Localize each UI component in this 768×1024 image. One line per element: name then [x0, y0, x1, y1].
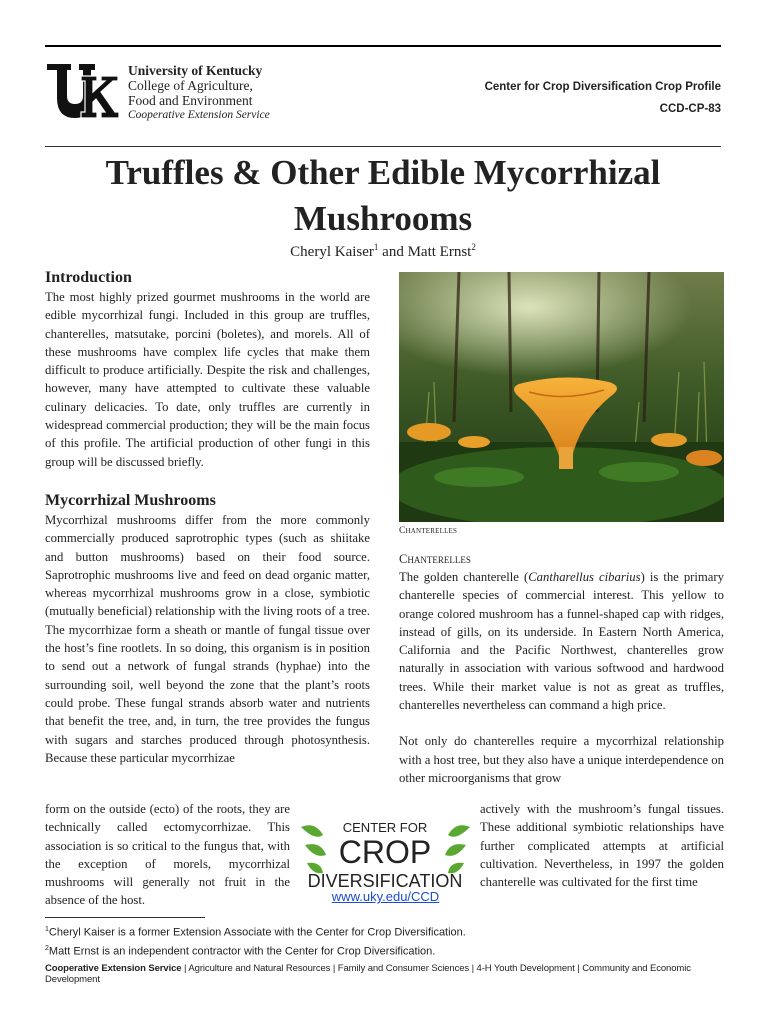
- footer-org: Cooperative Extension Service: [45, 963, 182, 974]
- authors: [45, 242, 721, 261]
- footer-programs: | Agriculture and Natural Resources | Family and Consumer Sciences | 4-H Youth Development | Community and Economic Development: [45, 963, 691, 985]
- ccd-line-2: CROP: [338, 834, 432, 870]
- uk-logo: [45, 62, 120, 122]
- page-footer: [45, 963, 721, 985]
- org-name: [128, 63, 270, 123]
- left-wrap-text: [45, 800, 290, 910]
- footnote-1-mark: 1: [45, 926, 49, 933]
- right-column: [399, 550, 724, 787]
- intro-heading: Introduction: [45, 269, 132, 286]
- top-rule: [45, 45, 721, 47]
- footnote-2-text: Matt Ernst is an independent contractor with the Center for Crop Diversification.: [48, 945, 436, 958]
- footnote-rule: [45, 917, 205, 918]
- author-joiner: and: [378, 244, 408, 260]
- footnote-1-text: Cheryl Kaiser is a former Extension Associate with the Center for Crop Diversification.: [48, 926, 466, 939]
- ccd-logo: [293, 815, 478, 895]
- chanterelles-p1-after: ) is the primary chanterelle species of commercial interest. This yellow to orange colored mushroom has a funnel-shaped cap with ridges, instead of gills, on its underside. In Eastern North America, California and the Pacific Northwest, chanterelles grow naturally in association with various softwood and hardwood trees. While their market value is not as great as truffles, chanterelles nevertheless can command a high price.: [399, 570, 724, 713]
- ccd-line-1: CENTER FOR: [342, 820, 428, 835]
- chanterelles-heading: Chanterelles: [399, 552, 471, 566]
- footnote-2-mark: 2: [45, 945, 49, 953]
- chanterelles-paragraph-2: Not only do chanterelles require a mycorrhizal relationship with a host tree, but they also have a unique interdependence on other microorganisms that grow: [399, 734, 724, 785]
- profile-label: Center for Crop Diversification Crop Profile: [484, 81, 721, 93]
- org-line-4: Cooperative Extension Service: [128, 109, 270, 121]
- author-2: Matt Ernst: [407, 244, 472, 260]
- left-column: [45, 268, 370, 767]
- mycorrhizal-wrap-paragraph: form on the outside (ecto) of the roots, they are technically called ectomycorrhizae. This association is so critical to the fungus that, with the exception of morels, mycorrhizal mushrooms will generally not fruit in the absence of the host.: [45, 802, 290, 908]
- chanterelles-paragraph-1: [399, 568, 724, 714]
- chanterelle-photo: [399, 272, 724, 522]
- chanterelles-p1-before: The golden chanterelle (: [399, 570, 529, 584]
- author-1: Cheryl Kaiser: [290, 244, 374, 260]
- profile-header: [485, 76, 721, 120]
- species-name: Cantharellus cibarius: [528, 570, 641, 584]
- right-wrap-text: [480, 800, 724, 891]
- footnote-1: [45, 922, 466, 941]
- org-line-1: University of Kentucky: [128, 63, 263, 78]
- document-title: Truffles & Other Edible Mycorrhizal Mushrooms: [105, 153, 661, 238]
- footnote-mark-1: 1: [373, 242, 379, 252]
- footnote-mark-2: 2: [471, 242, 476, 252]
- photo-caption: Chanterelles: [399, 526, 458, 536]
- mycorrhizal-paragraph: Mycorrhizal mushrooms differ from the more commonly commercially produced saprotrophic types (such as shiitake and button mushrooms) based on their food source. Saprotrophic mushrooms live and feed on dead organic matter, whereas mycorrhizal mushrooms grow in a close, symbiotic (mutually beneficial) relationship with the living roots of a tree. The mycorrhizae form a sheath or mantle of fungal tissue over the host’s fine rootlets. In so doing, this organism is in position to send out a network of fungal strands (hyphae) into the surrounding soil, well beyond the zone that the plant’s roots could probe. These fungal strands absorb water and nutrients that benefit the tree, and, in turn, the tree provides the fungus with sugars and starches produced through photosynthesis. Because these particular mycorrhizae: [45, 512, 370, 765]
- chanterelles-wrap-paragraph: actively with the mushroom’s fungal tissues. These additional symbiotic relationships have further complicated attempts at artificial cultivation. Nevertheless, in 1997 the golden chanterelle was cultivated for the first time: [480, 802, 724, 890]
- org-line-2: College of Agriculture,: [128, 78, 253, 93]
- header-rule: [45, 146, 721, 147]
- footnotes: [45, 922, 466, 960]
- mycorrhizal-heading: Mycorrhizal Mushrooms: [45, 491, 216, 509]
- profile-code: CCD-CP-83: [659, 103, 721, 115]
- ccd-line-3: DIVERSIFICATION: [307, 871, 463, 891]
- ccd-website-link[interactable]: www.uky.edu/CCD: [331, 889, 440, 904]
- footnote-2: [45, 941, 466, 960]
- org-line-3: Food and Environment: [128, 93, 253, 108]
- intro-paragraph: The most highly prized gourmet mushrooms in the world are edible mycorrhizal fungi. Included in this group are truffles, chanterelles, matsutake, porcini (boletes), and morels. All of these mushrooms have complex life cycles that make them difficult to produce artificially. Despite the risk and challenges, however, many have attempted to cultivate these valuable culinary delicacies. To date, only truffles are currently in widespread commercial production; they will be the main focus of this profile. The artificial production of other fungi in this group will be discussed briefly.: [45, 290, 370, 469]
